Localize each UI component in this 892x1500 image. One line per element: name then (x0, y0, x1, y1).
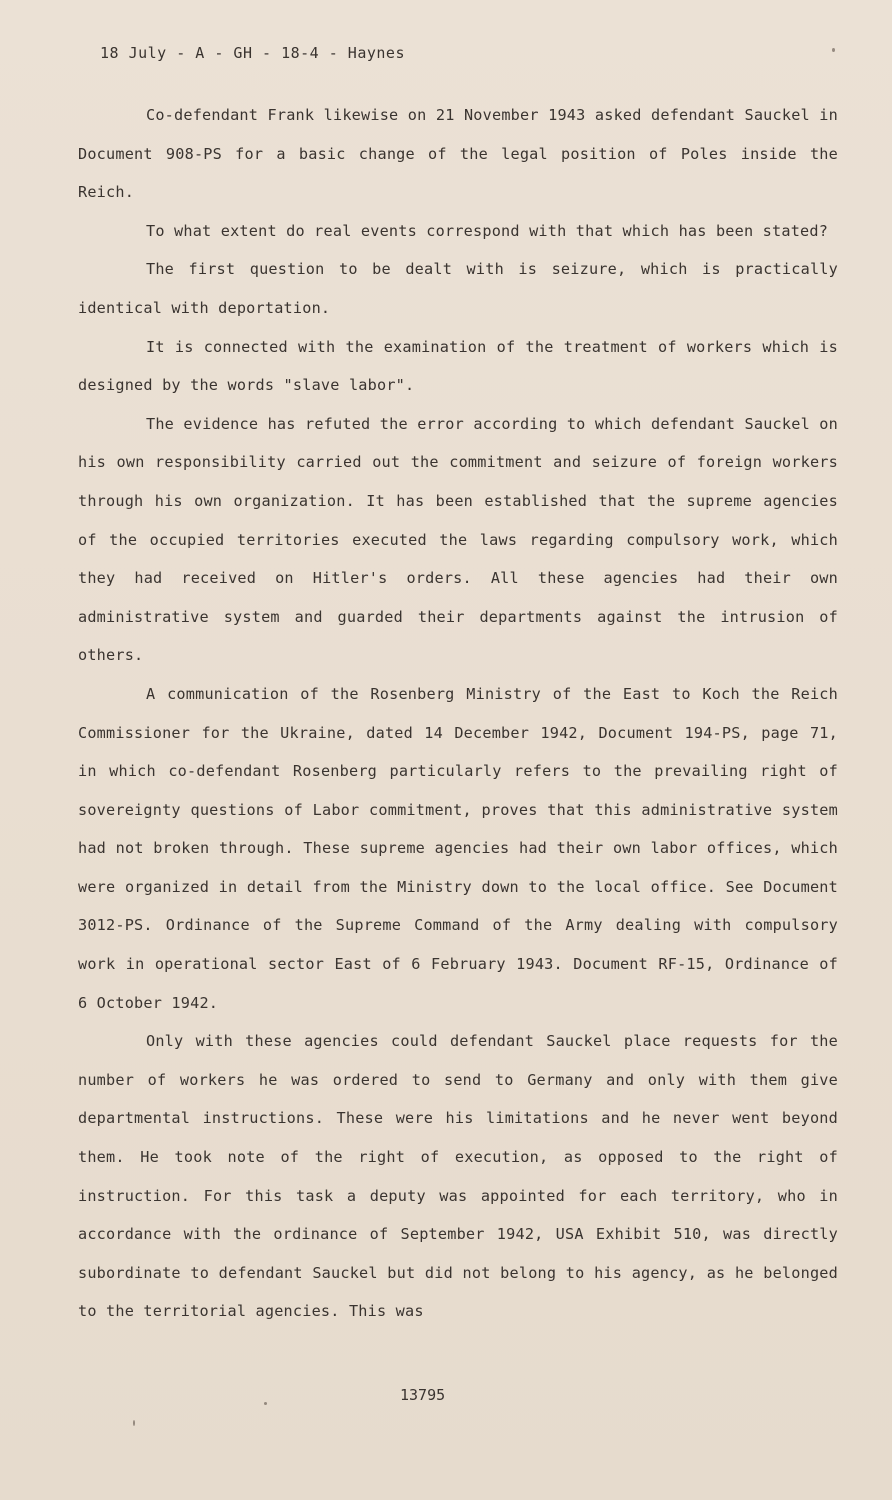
paper-speck (832, 48, 835, 52)
paragraph-6: A communication of the Rosenberg Ministry of the East to Koch the Reich Commissioner for the Ukraine, dated 14 December 1942, Document 194-PS, page 71, in which co-defendant Rosenberg particularly refers to the prevailing right of sovereignty questions of Labor commitment, proves that this administrative system had not broken through. These supreme agencies had their own labor offices, which were organized in detail from the Ministry down to the local office. See Document 3012-PS. Ordinance of the Supreme Command of the Army dealing with compulsory work in operational sector East of 6 February 1943. Document RF-15, Ordinance of 6 October 1942. (78, 684, 838, 1012)
page-header: 18 July - A - GH - 18-4 - Haynes (100, 44, 405, 62)
paragraph-2: To what extent do real events correspond with that which has been stated? (146, 221, 829, 240)
paragraph-3: The first question to be dealt with is seizure, which is practically identical with deportation. (78, 260, 838, 317)
paper-speck (133, 1420, 135, 1426)
page-number: 13795 (400, 1386, 446, 1404)
paragraph-7: Only with these agencies could defendant Sauckel place requests for the number of workers he was ordered to send to Germany and only with them give departmental instructions. These were his limitations and he never went beyond them. He took note of the right of execution, as opposed to the right of instruction. For this task a deputy was appointed for each territory, who in accordance with the ordinance of September 1942, USA Exhibit 510, was directly subordinate to defendant Sauckel but did not belong to his agency, as he belonged to the territorial agencies. This was (78, 1032, 838, 1321)
paragraph-1: Co-defendant Frank likewise on 21 November 1943 asked defendant Sauckel in Document 908-PS for a basic change of the legal position of Poles inside the Reich. (78, 106, 838, 202)
paragraph-5: The evidence has refuted the error according to which defendant Sauckel on his own responsibility carried out the commitment and seizure of foreign workers through his own organization. It has been established that the supreme agencies of the occupied territories executed the laws regarding compulsory work, which they had received on Hitler's orders. All these agencies had their own administrative system and guarded their departments against the intrusion of others. (78, 414, 838, 665)
paragraph-4: It is connected with the examination of the treatment of workers which is designed by the words "slave labor". (78, 337, 838, 395)
paper-speck (264, 1402, 267, 1405)
document-body (78, 96, 838, 1331)
